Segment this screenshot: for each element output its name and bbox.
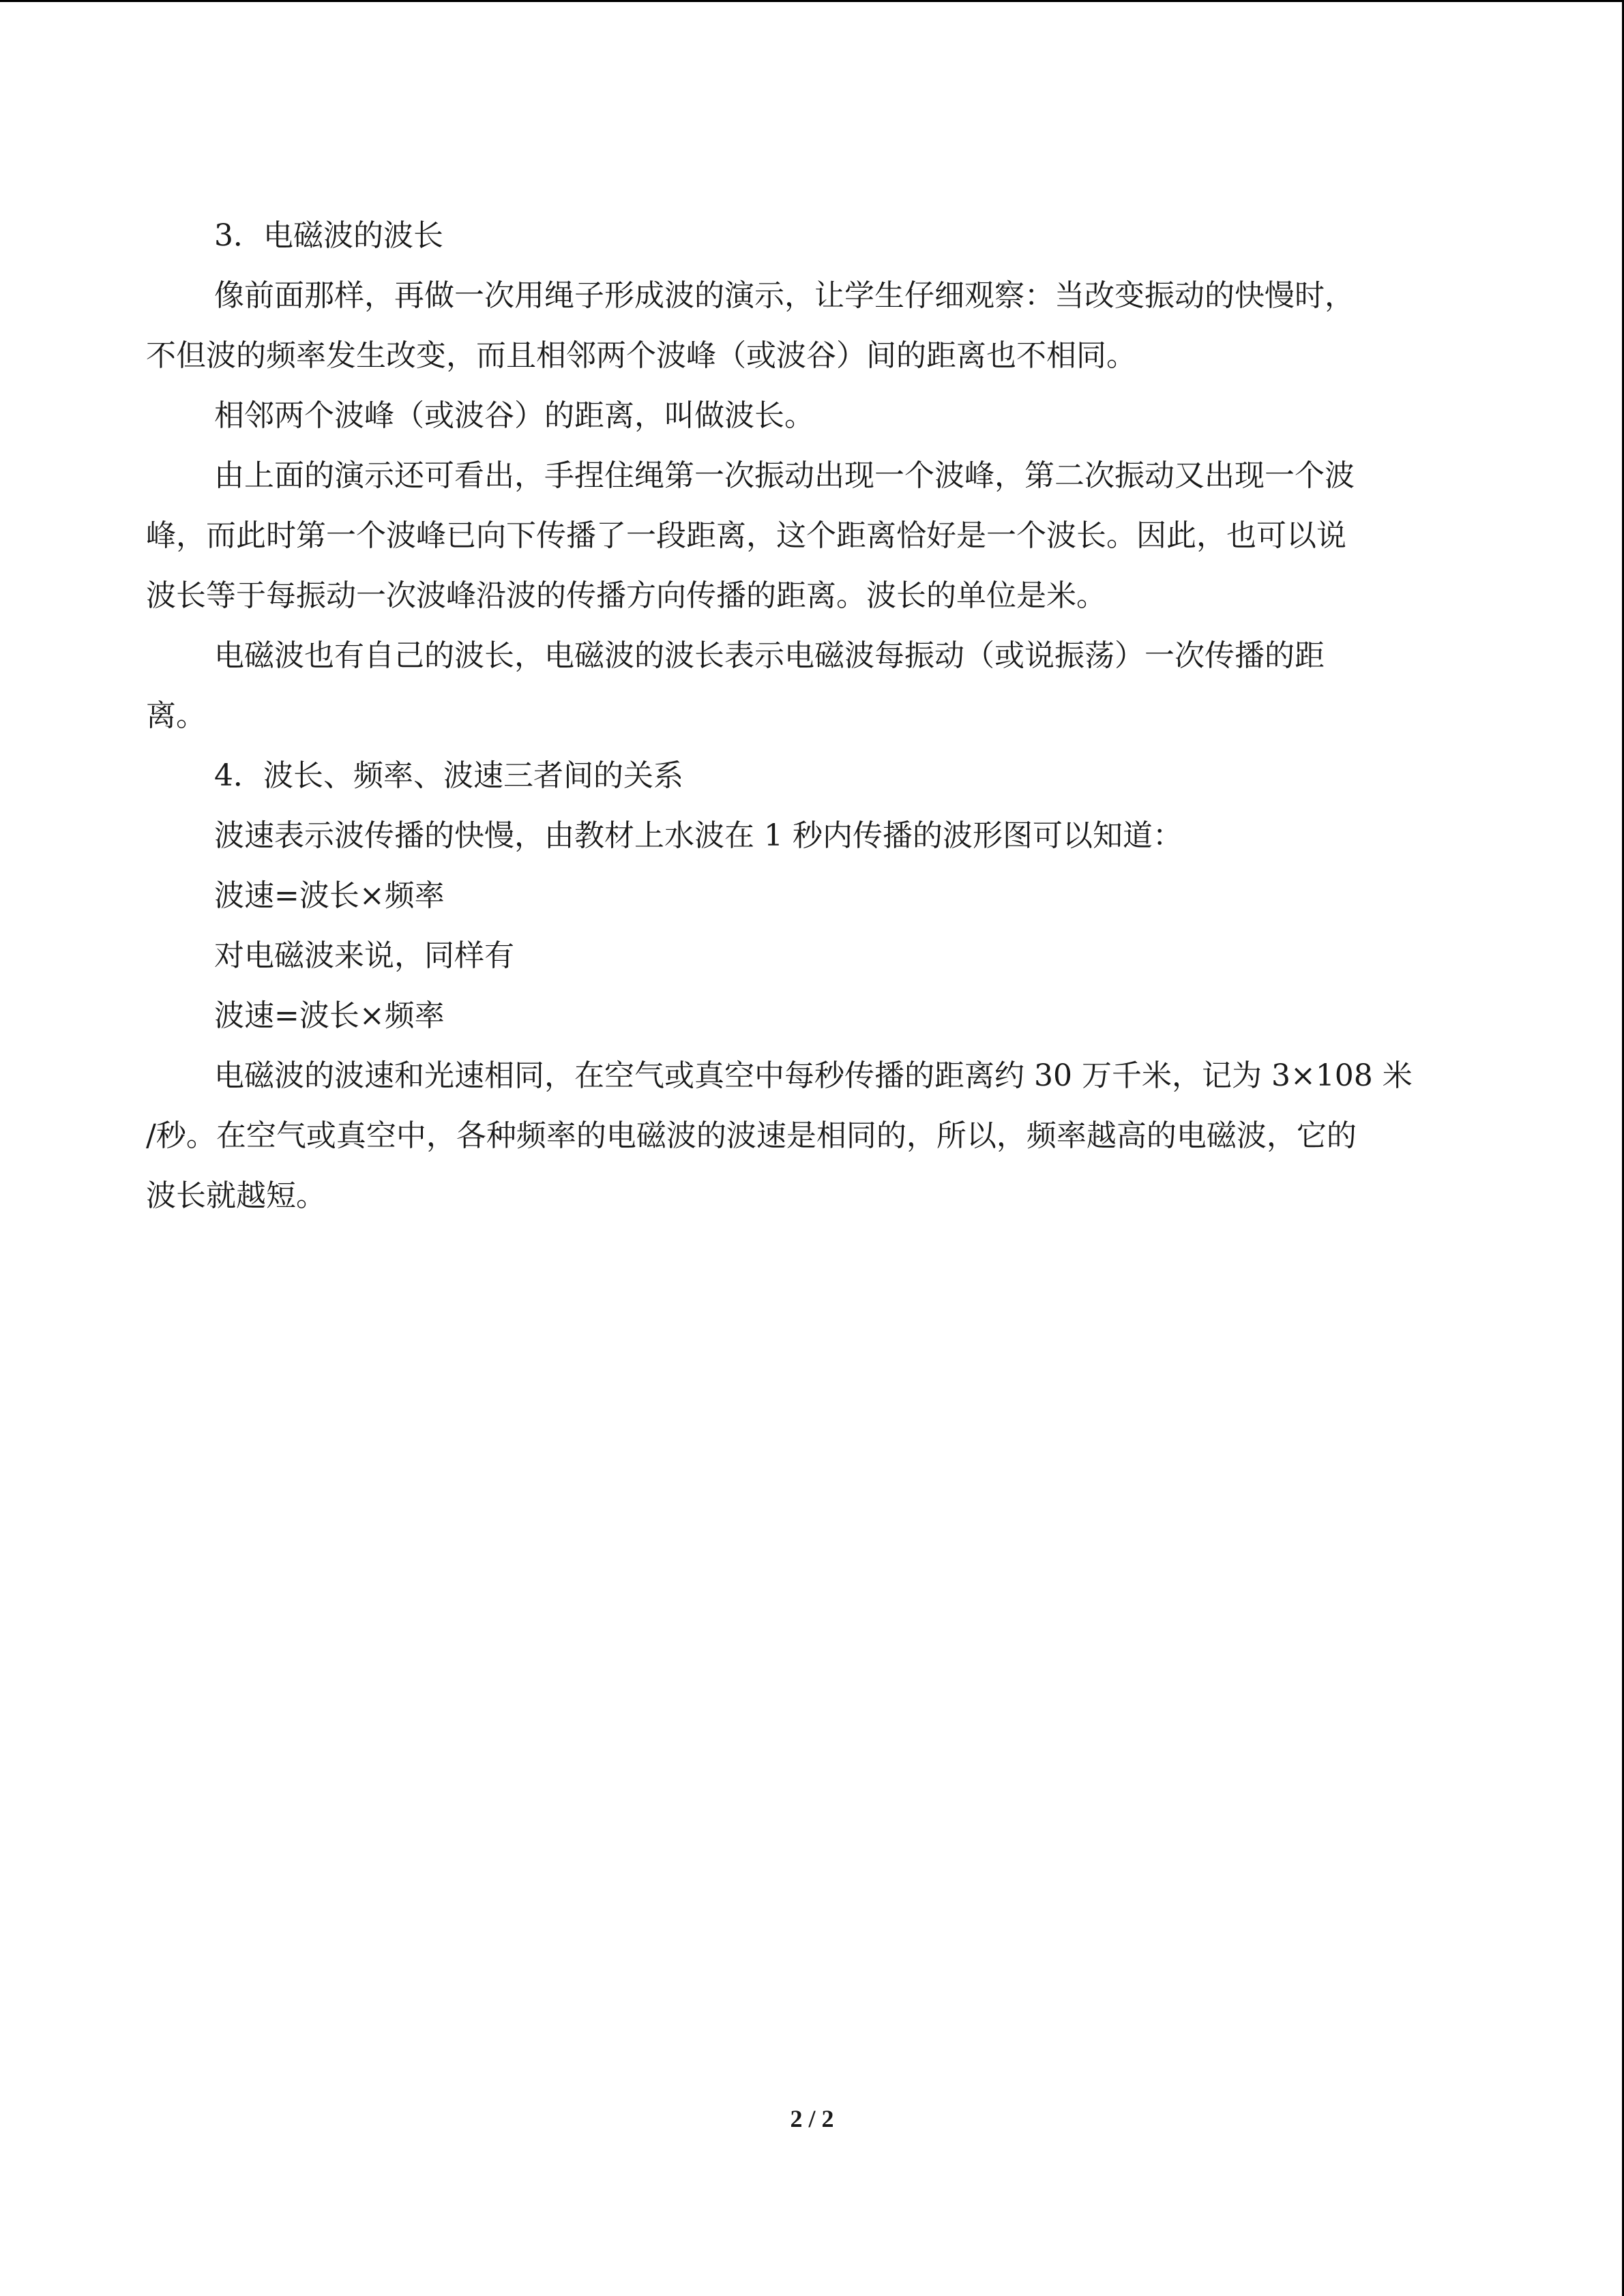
section-heading-relationship: 4．波长、频率、波速三者间的关系: [214, 758, 683, 793]
section-heading-wavelength: 3．电磁波的波长: [214, 218, 443, 253]
formula-line: 波速=波长×频率: [214, 998, 445, 1033]
paragraph-line: 离。: [146, 698, 206, 733]
document-body: [146, 206, 1483, 1226]
paragraph-line: 对电磁波来说，同样有: [214, 938, 514, 973]
paragraph-line: /秒。在空气或真空中，各种频率的电磁波的波速是相同的，所以，频率越高的电磁波，它的: [146, 1118, 1357, 1153]
page-number: 2 / 2: [790, 2105, 834, 2132]
paragraph-line: 像前面那样，再做一次用绳子形成波的演示，让学生仔细观察：当改变振动的快慢时，: [214, 278, 1355, 313]
paragraph-line: 电磁波的波速和光速相同，在空气或真空中每秒传播的距离约 30 万千米，记为 3×108 米: [214, 1058, 1413, 1093]
paragraph-line: 波长就越短。: [146, 1178, 326, 1213]
paragraph-line: 波长等于每振动一次波峰沿波的传播方向传播的距离。波长的单位是米。: [146, 578, 1106, 613]
paragraph-line: 波速表示波传播的快慢，由教材上水波在 1 秒内传播的波形图可以知道：: [214, 818, 1183, 853]
formula-line: 波速=波长×频率: [214, 878, 445, 913]
paragraph-line: 峰，而此时第一个波峰已向下传播了一段距离，这个距离恰好是一个波长。因此，也可以说: [146, 518, 1346, 553]
paragraph-line: 不但波的频率发生改变，而且相邻两个波峰（或波谷）间的距离也不相同。: [146, 338, 1136, 373]
paragraph-line: 相邻两个波峰（或波谷）的距离，叫做波长。: [214, 398, 814, 433]
paragraph-line: 电磁波也有自己的波长，电磁波的波长表示电磁波每振动（或说振荡）一次传播的距: [214, 638, 1325, 673]
paragraph-line: 由上面的演示还可看出，手捏住绳第一次振动出现一个波峰，第二次振动又出现一个波: [214, 458, 1355, 493]
